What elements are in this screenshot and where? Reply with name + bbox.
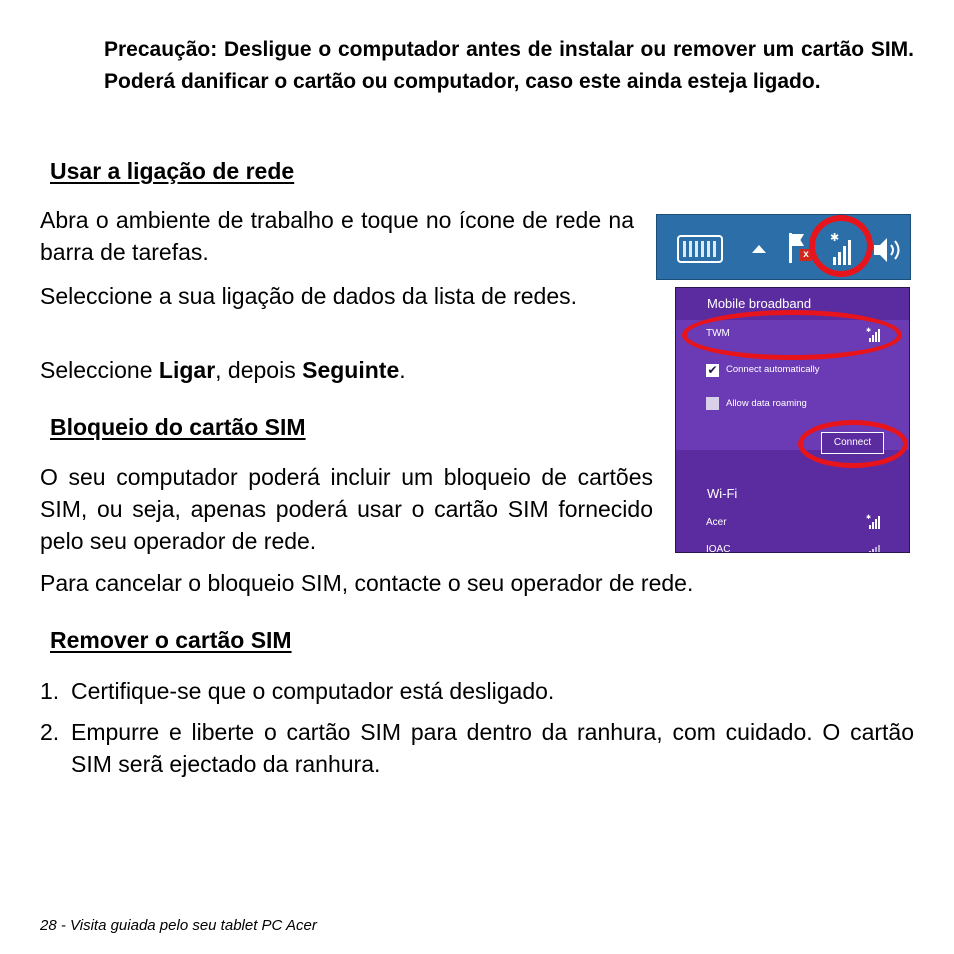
step-2-number: 2. xyxy=(40,719,60,745)
show-hidden-icons-icon[interactable] xyxy=(752,245,766,253)
network-paragraph-1: Abra o ambiente de trabalho e toque no ícone de rede na barra de tarefas. xyxy=(40,207,634,265)
lock-paragraph-1: O seu computador poderá incluir um bloqueio de cartões SIM, ou seja, apenas poderá usar o cartão SIM fornecido pelo seu operador de rede. xyxy=(40,464,653,554)
taskbar-image xyxy=(656,214,911,280)
allow-data-roaming-checkbox[interactable] xyxy=(706,397,719,410)
network-panel-image xyxy=(675,287,910,553)
svg-text:✱: ✱ xyxy=(830,231,840,244)
flag-badge: x xyxy=(800,249,812,261)
flag-cloth xyxy=(792,234,804,246)
section-title-remove: Remover o cartão SIM xyxy=(50,627,292,653)
step-1-text: Certifique-se que o computador está desligado. xyxy=(71,678,555,704)
wifi-network-ioac[interactable]: IOAC xyxy=(706,544,731,553)
connect-button[interactable]: Connect xyxy=(821,432,884,454)
network-paragraph-2: Seleccione a sua ligação de dados da lista de redes. xyxy=(40,283,578,309)
text-run: Seleccione xyxy=(40,357,159,383)
svg-text:✱: ✱ xyxy=(866,514,872,521)
action-center-flag-icon[interactable] xyxy=(789,233,792,263)
bold-seguinte: Seguinte xyxy=(302,357,400,383)
connect-automatically-label: Connect automatically xyxy=(726,364,820,375)
svg-text:✱: ✱ xyxy=(866,327,872,334)
warning-text: Precaução: Desligue o computador antes de instalar ou remover um cartão SIM. Poderá danificar o cartão ou computador, caso este ainda esteja ligado. xyxy=(104,38,914,93)
signal-bars-icon xyxy=(866,513,882,529)
network-paragraph-3 xyxy=(40,354,634,386)
highlight-circle xyxy=(809,215,873,277)
text-run: . xyxy=(399,357,406,383)
signal-bars-icon xyxy=(866,542,882,553)
keyboard-icon[interactable] xyxy=(677,235,723,263)
lock-paragraph-2: Para cancelar o bloqueio SIM, contacte o seu operador de rede. xyxy=(40,570,694,596)
step-2-text: Empurre e liberte o cartão SIM para dentro da ranhura, com cuidado. O cartão SIM serã ejectado da ranhura. xyxy=(71,719,914,777)
connect-automatically-checkbox[interactable]: ✔ xyxy=(707,363,718,377)
section-title-network: Usar a ligação de rede xyxy=(50,158,295,184)
highlight-oval-connect xyxy=(798,420,908,468)
step-1-number: 1. xyxy=(40,678,60,704)
wifi-network-acer[interactable]: Acer xyxy=(706,517,727,528)
bold-ligar: Ligar xyxy=(158,357,216,383)
mobile-broadband-title: Mobile broadband xyxy=(707,296,812,311)
text-run: , depois xyxy=(215,357,303,383)
speaker-icon[interactable] xyxy=(871,235,903,265)
highlight-oval-network xyxy=(682,310,902,360)
section-title-lock: Bloqueio do cartão SIM xyxy=(50,414,306,440)
allow-data-roaming-label: Allow data roaming xyxy=(726,398,807,409)
wifi-title: Wi-Fi xyxy=(707,486,738,501)
keyboard-keys xyxy=(683,241,717,257)
page-footer: 28 - Visita guiada pelo seu tablet PC Acer xyxy=(40,917,317,934)
network-name-twm: TWM xyxy=(706,328,730,339)
